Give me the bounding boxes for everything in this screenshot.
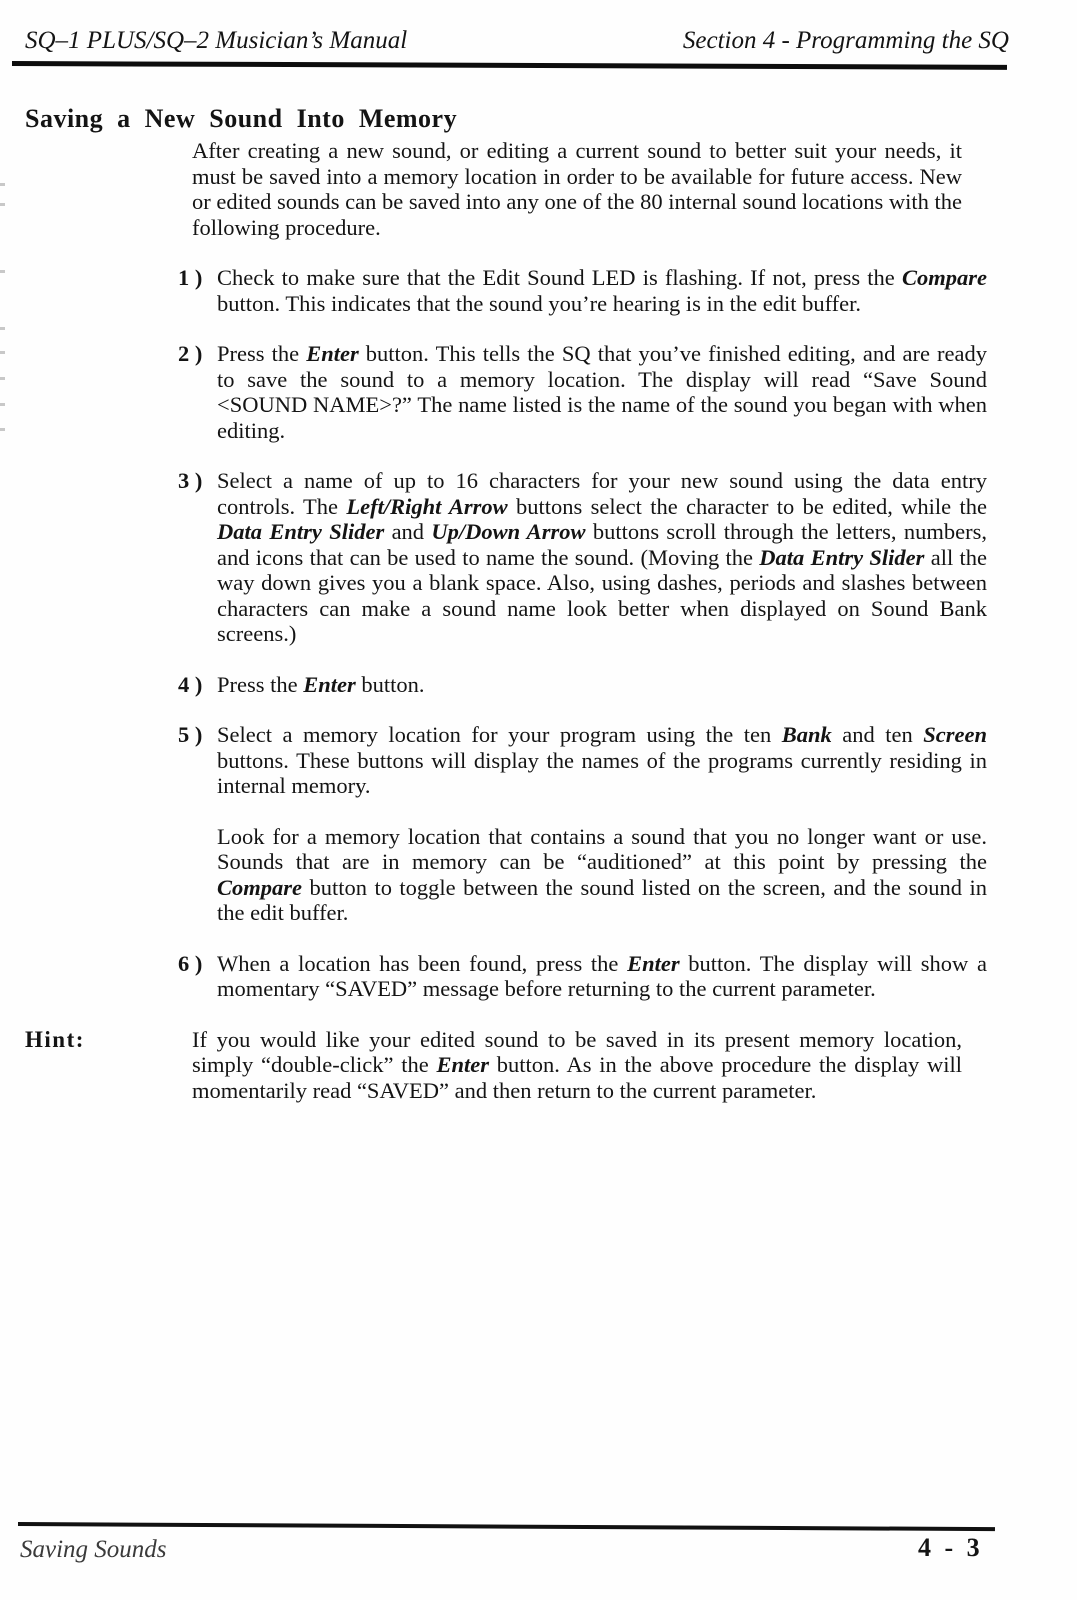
footer-rule: [18, 1522, 995, 1531]
text-segment: Left/Right Arrow: [346, 493, 508, 519]
text-segment: Up/Down Arrow: [431, 519, 586, 544]
text-segment: Data Entry Slider: [759, 544, 925, 570]
text-segment: button. This tells the SQ that you’ve finished editing, and are ready to save the sound to a memory location. The display will read “Save Sound <SOUND NAME>?” The name listed is the name of the sound you began with when editing.: [217, 341, 987, 443]
text-segment: Data Entry Slider: [217, 519, 385, 544]
step-number: 5 ): [178, 722, 203, 747]
text-segment: Enter: [306, 341, 359, 366]
hint-section: [25, 1027, 1077, 1104]
header-rule: [12, 61, 1007, 70]
page-title: Saving a New Sound Into Memory: [25, 104, 458, 133]
text-segment: buttons scroll through the letters, numbers, and icons that can be used to name the sound. (Moving the: [217, 519, 987, 570]
step-text: [217, 951, 987, 1002]
step-number: 3 ): [178, 468, 203, 493]
text-segment: button.: [355, 671, 425, 697]
scan-artifact-mark: [0, 428, 5, 431]
hint-text: [192, 1027, 962, 1104]
scan-artifact-mark: [0, 403, 5, 406]
text-segment: Look for a memory location that contains a sound that you no longer want or use. Sounds that are in memory can be “auditioned” at this point by pressing the: [217, 823, 987, 874]
scan-artifact-mark: [0, 327, 5, 330]
text-segment: button. This indicates that the sound you’re hearing is in the edit buffer.: [217, 290, 862, 316]
step-text: [217, 672, 987, 698]
step-text: [217, 722, 987, 799]
step-number: 6 ): [178, 950, 203, 976]
step-number: 2 ): [178, 341, 203, 366]
text-segment: When a location has been found, press the: [217, 950, 628, 976]
text-segment: Enter: [436, 1052, 490, 1077]
text-segment: Select a memory location for your program using the ten: [217, 722, 782, 747]
text-segment: and ten: [831, 722, 924, 747]
text-segment: and: [384, 519, 432, 544]
text-segment: button to toggle between the sound listed on the screen, and the sound in the edit buffer.: [217, 874, 987, 925]
step-item: [178, 265, 1077, 316]
text-segment: all the way down gives you a blank space. Also, using dashes, periods and slashes between characters can make a sound name look better when displayed on Sound Bank screens.): [217, 544, 987, 646]
procedure-steps: [0, 265, 1077, 1002]
step-item: [178, 824, 1077, 926]
text-segment: Screen: [923, 722, 987, 747]
step-number: 4 ): [178, 671, 203, 697]
text-segment: buttons select the character to be edited, while the: [507, 493, 988, 519]
page-number: 4 - 3: [918, 1533, 980, 1562]
step-text: [217, 824, 987, 926]
footer-section-label: Saving Sounds: [20, 1536, 167, 1563]
scan-artifact-mark: [0, 270, 5, 273]
header-section-title: Section 4 - Programming the SQ: [682, 27, 1009, 54]
hint-label: Hint:: [25, 1026, 85, 1052]
header-manual-title: SQ–1 PLUS/SQ–2 Musician’s Manual: [25, 27, 408, 54]
page-header: [25, 27, 1009, 55]
scan-artifact-mark: [0, 183, 5, 186]
text-segment: Compare: [901, 265, 987, 290]
text-segment: Press the: [217, 671, 304, 697]
step-text: [217, 265, 987, 316]
step-text: [217, 341, 987, 443]
step-item: [178, 341, 1077, 443]
page-body: [0, 103, 1077, 1103]
text-segment: Enter: [303, 671, 356, 697]
text-segment: If you would like your edited sound to be saved in its present memory location, simply “double-click” the: [192, 1026, 962, 1077]
text-segment: Select a name of up to 16 characters for your new sound using the data entry controls. The: [217, 468, 987, 519]
intro-paragraph: After creating a new sound, or editing a current sound to better suit your needs, it must be saved into a memory location in order to be available for future access. New or edited sounds can be saved into any one of the 80 internal sound locations with the following procedure.: [192, 138, 962, 240]
step-number: 1 ): [178, 265, 203, 290]
step-item: [178, 722, 1077, 799]
text-segment: buttons. These buttons will display the names of the programs currently residing in internal memory.: [217, 747, 987, 798]
text-segment: Bank: [781, 722, 832, 747]
text-segment: Compare: [217, 874, 303, 900]
step-number: [178, 824, 217, 926]
step-item: [178, 951, 1077, 1002]
scan-artifact-mark: [0, 203, 5, 206]
step-item: [178, 672, 1077, 698]
scan-artifact-mark: [0, 377, 5, 380]
text-segment: Enter: [627, 950, 680, 976]
text-segment: button. The display will show a momentary “SAVED” message before returning to the current parameter.: [217, 950, 987, 1001]
text-segment: Check to make sure that the Edit Sound LED is flashing. If not, press the: [217, 265, 902, 290]
step-item: [178, 468, 1077, 647]
text-segment: button. As in the above procedure the display will momentarily read “SAVED” and then return to the current parameter.: [192, 1052, 962, 1103]
step-text: [217, 468, 987, 647]
text-segment: Press the: [217, 341, 307, 366]
scan-artifact-mark: [0, 351, 5, 354]
